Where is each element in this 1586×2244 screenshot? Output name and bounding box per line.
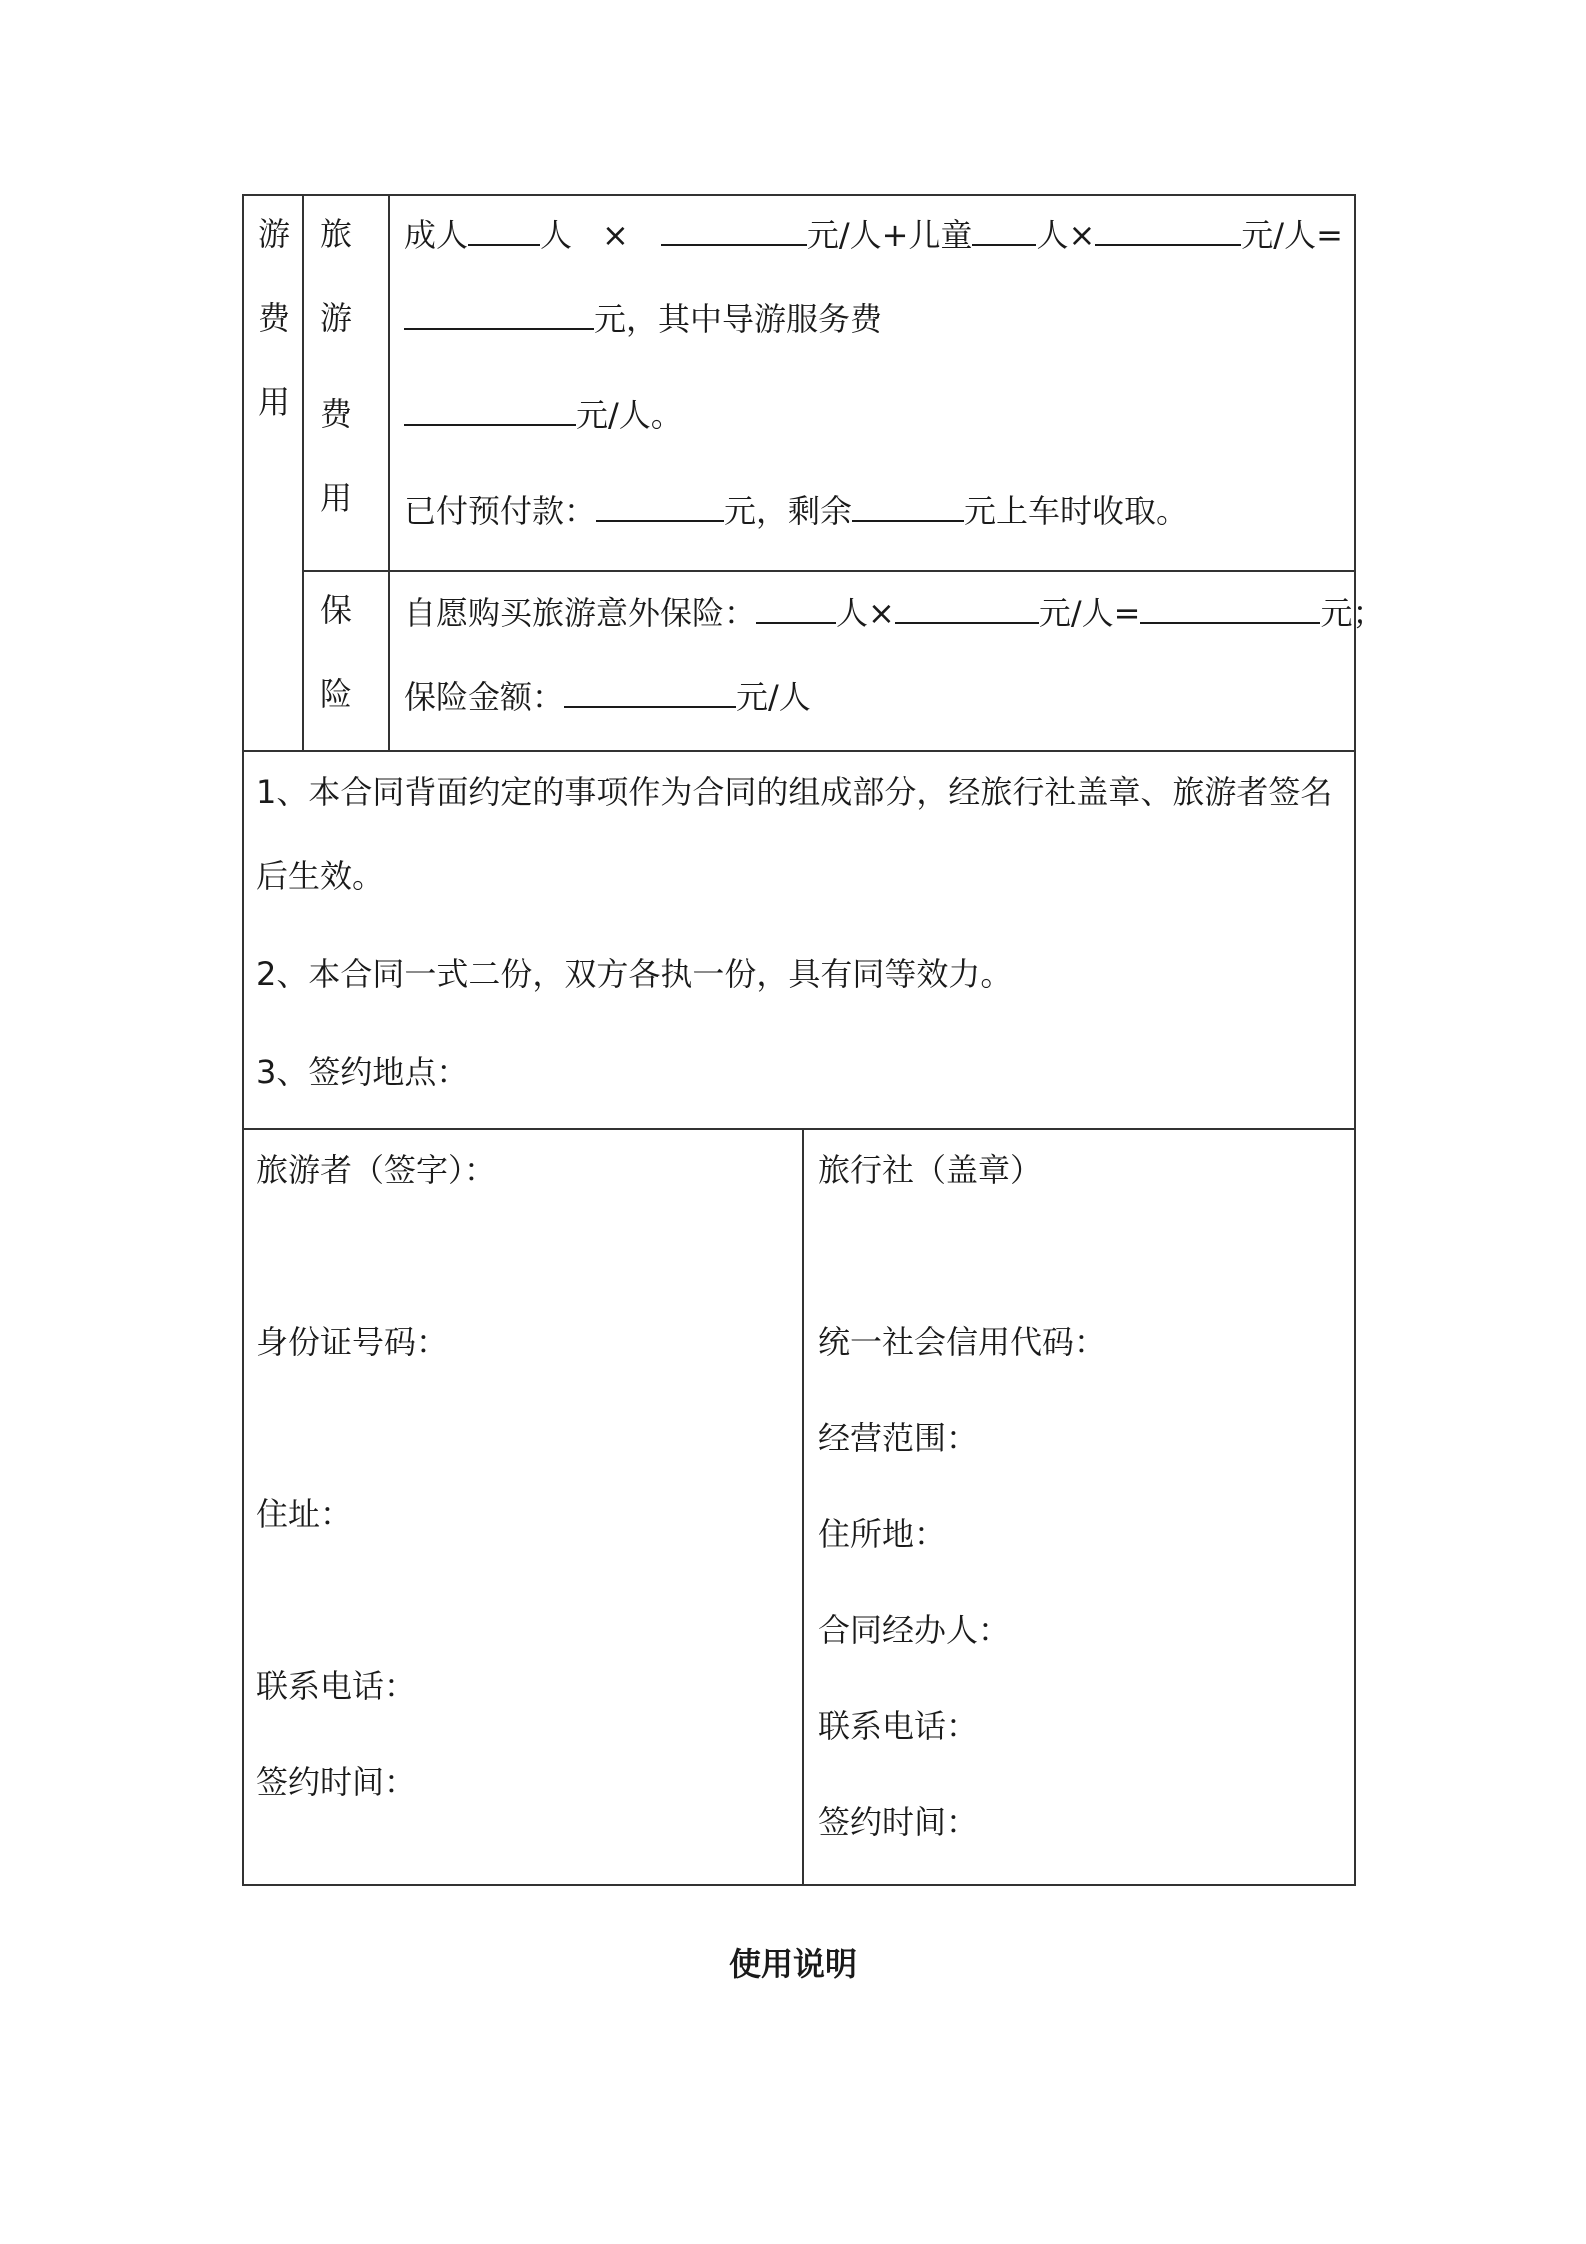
insurance-amount-unit: 元/人 bbox=[736, 678, 811, 716]
tourist-sign-time: 签约时间： bbox=[256, 1763, 417, 1801]
table-bottom-border bbox=[242, 1884, 1356, 1886]
total-eq-label: 元/人= bbox=[1241, 216, 1343, 254]
term-2: 2、本合同一式二份，双方各执一份，具有同等效力。 bbox=[256, 955, 1013, 993]
agency-sign-time: 签约时间： bbox=[818, 1803, 979, 1841]
fee-line-1 bbox=[404, 214, 1343, 255]
tourist-address: 住址： bbox=[256, 1495, 353, 1533]
travel-fee-label-char-2: 游 bbox=[319, 299, 352, 337]
fee-line-3 bbox=[404, 394, 683, 435]
child-times-label: 人× bbox=[1036, 216, 1096, 254]
table-right-border bbox=[1354, 194, 1356, 1886]
person-label: 人 bbox=[540, 216, 573, 254]
times-label: × bbox=[602, 216, 629, 254]
travel-fee-label-char-4: 用 bbox=[319, 479, 352, 517]
contract-table bbox=[242, 194, 1385, 1886]
child-count-blank[interactable] bbox=[972, 214, 1036, 246]
fees-col-divider-1 bbox=[302, 194, 304, 752]
table-top-border bbox=[242, 194, 1356, 196]
usage-instructions-title: 使用说明 bbox=[728, 1945, 857, 1983]
insurance-line-1 bbox=[404, 592, 1384, 633]
fees-bottom-border bbox=[242, 750, 1356, 752]
guide-fee-unit: 元/人。 bbox=[576, 396, 683, 434]
insured-count-blank[interactable] bbox=[756, 592, 836, 624]
travel-fee-label-char-1: 旅 bbox=[319, 215, 352, 253]
fees-divider-insurance bbox=[302, 570, 1356, 572]
insured-times-label: 人× bbox=[836, 594, 895, 632]
signature-col-divider bbox=[802, 1128, 804, 1886]
agency-business-scope: 经营范围： bbox=[818, 1419, 979, 1457]
price-child-label: 元/人+儿童 bbox=[806, 216, 973, 254]
insurance-label-char-2: 险 bbox=[319, 675, 352, 713]
agency-credit-code: 统一社会信用代码： bbox=[818, 1323, 1107, 1361]
tourist-phone: 联系电话： bbox=[256, 1667, 417, 1705]
fees-col-divider-2 bbox=[388, 194, 390, 752]
adult-count-blank[interactable] bbox=[468, 214, 540, 246]
remaining-label: 元，剩余 bbox=[724, 492, 853, 530]
outer-label-char-3: 用 bbox=[257, 383, 290, 421]
tourist-id-number: 身份证号码： bbox=[256, 1323, 449, 1361]
adult-label: 成人 bbox=[404, 216, 469, 254]
outer-label-char-1: 游 bbox=[257, 215, 290, 253]
insurance-line-2 bbox=[404, 676, 811, 717]
insurance-label-char-1: 保 bbox=[319, 591, 352, 629]
term-1-line-1: 1、本合同背面约定的事项作为合同的组成部分，经旅行社盖章、旅游者签名 bbox=[256, 773, 1333, 811]
agency-handler: 合同经办人： bbox=[818, 1611, 1011, 1649]
tourist-signature: 旅游者（签字）： bbox=[256, 1151, 497, 1189]
total-amount-blank[interactable] bbox=[404, 298, 594, 330]
prepaid-label: 已付预付款： bbox=[404, 492, 597, 530]
insurance-buy-label: 自愿购买旅游意外保险： bbox=[404, 594, 757, 632]
collect-label: 元上车时收取。 bbox=[964, 492, 1189, 530]
insurance-amount-label: 保险金额： bbox=[404, 678, 565, 716]
insurance-total-unit: 元； bbox=[1320, 594, 1385, 632]
insurance-total-blank[interactable] bbox=[1140, 592, 1320, 624]
child-price-blank[interactable] bbox=[1095, 214, 1241, 246]
term-3: 3、签约地点： bbox=[256, 1053, 469, 1091]
insurance-eq-label: 元/人= bbox=[1038, 594, 1141, 632]
agency-phone: 联系电话： bbox=[818, 1707, 979, 1745]
agency-residence: 住所地： bbox=[818, 1515, 947, 1553]
fee-line-4 bbox=[404, 490, 1188, 531]
guide-fee-blank[interactable] bbox=[404, 394, 576, 426]
agency-seal: 旅行社（盖章） bbox=[818, 1151, 1043, 1189]
travel-fee-label-char-3: 费 bbox=[319, 395, 352, 433]
table-left-border bbox=[242, 194, 244, 1886]
prepaid-blank[interactable] bbox=[596, 490, 724, 522]
adult-price-blank[interactable] bbox=[661, 214, 807, 246]
remaining-blank[interactable] bbox=[852, 490, 964, 522]
term-1-line-2: 后生效。 bbox=[256, 857, 385, 895]
fee-line-2 bbox=[404, 298, 882, 339]
outer-label-char-2: 费 bbox=[257, 299, 290, 337]
insurance-amount-blank[interactable] bbox=[564, 676, 736, 708]
terms-bottom-border bbox=[242, 1128, 1356, 1130]
guide-fee-label: 元，其中导游服务费 bbox=[594, 300, 883, 338]
insurance-price-blank[interactable] bbox=[895, 592, 1039, 624]
